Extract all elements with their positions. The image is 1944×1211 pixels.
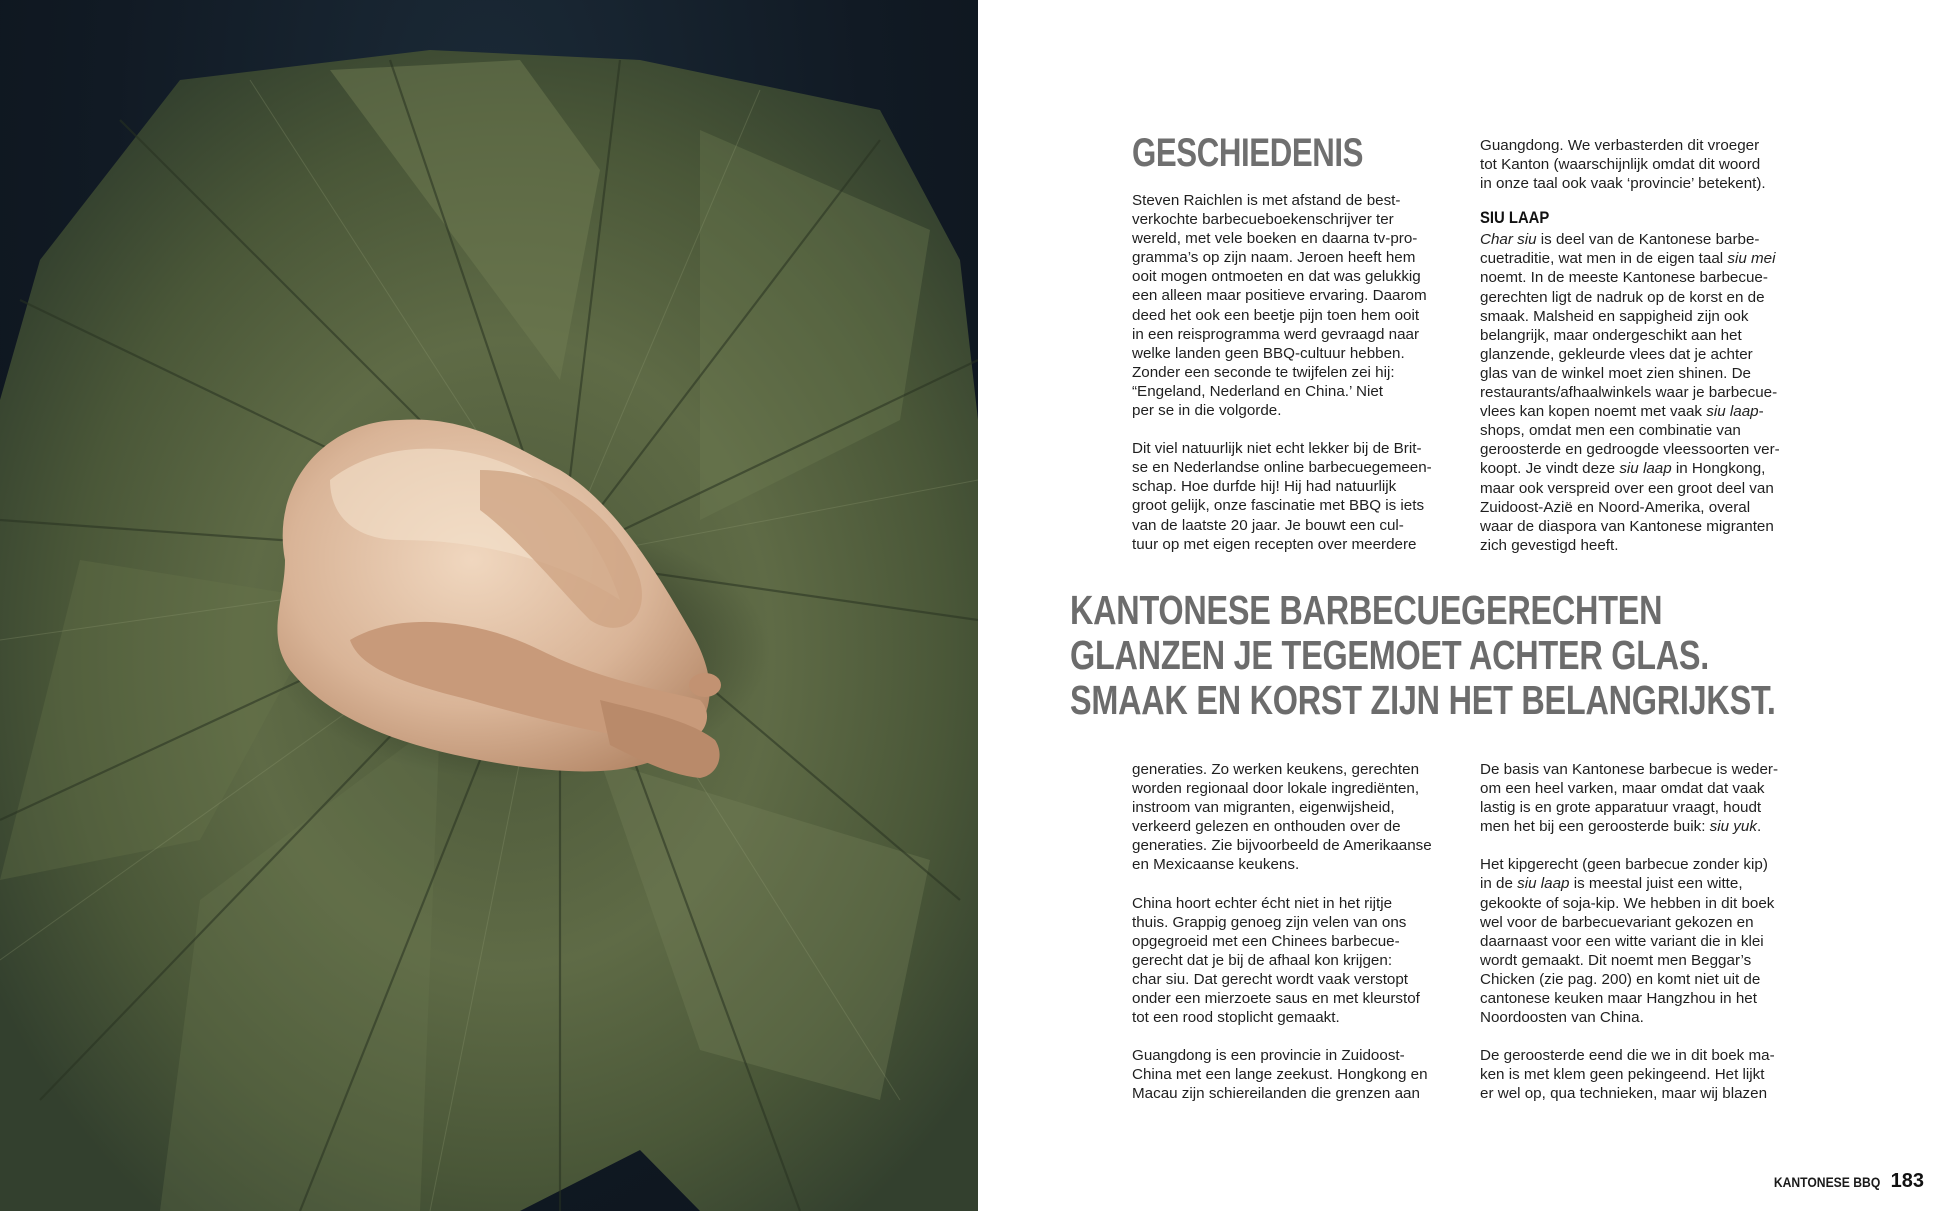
italic-term: siu yuk bbox=[1709, 818, 1757, 836]
italic-term: siu laap bbox=[1706, 403, 1759, 421]
column-left-bottom bbox=[1132, 760, 1457, 1104]
paragraph: Steven Raichlen is met afstand de best- verkochte barbecueboekenschrijver ter wereld, met vele boeken en daarna tv-pro- gramma’s op zijn naam. Jeroen heeft hem ooit mogen ontmoeten en dat was gelukkig een alleen maar positieve ervaring. Daarom deed het ook een beetje pijn toen hem ooit in een reisprogramma werd gevraagd naar welke landen geen BBQ-cultuur hebben. Zonder een seconde te twijfelen zei hij: “Engeland, Nederland en China.’ Niet per se in die volgorde. bbox=[1132, 192, 1427, 420]
italic-term: Char siu bbox=[1480, 231, 1537, 249]
paragraph: generaties. Zo werken keukens, gerechten worden regionaal door lokale ingrediënten, instroom van migranten, eigenwijsheid, verkeerd gelezen en onthouden over de generaties. Zie bijvoorbeeld de Amerikaanse en Mexicaanse keukens. bbox=[1132, 761, 1432, 874]
text-run: noemt. In de meeste Kantonese barbecue- gerechten ligt de nadruk op de korst en de smaak. Malsheid en sappigheid zijn ook belangrijk, maar ondergeschikt aan het glanzende, gekleurde vlees dat je achter glas van de winkel moet zien shinen. De restaurants/afhaalwinkels waar je barbecue- vlees kan kopen noemt met vaak bbox=[1480, 269, 1778, 421]
page-footer bbox=[1762, 1170, 1924, 1193]
text-run: - shops, omdat men een combinatie van geroosterde en gedroogde vleessoorten ver- koopt. Je vindt deze bbox=[1480, 403, 1780, 478]
text-run: Het kipgerecht (geen barbecue zonder kip) in de bbox=[1480, 856, 1768, 893]
column-right-top bbox=[1480, 136, 1805, 555]
page-number: 183 bbox=[1890, 1170, 1924, 1192]
text-page bbox=[978, 0, 1944, 1211]
running-footer-label: KANTONESE BBQ bbox=[1774, 1175, 1881, 1190]
text-run: . bbox=[1756, 818, 1762, 836]
italic-term: siu laap bbox=[1619, 460, 1672, 478]
italic-term: siu laap bbox=[1517, 875, 1570, 893]
paragraph: De geroosterde eend die we in dit boek ma- ken is met klem geen pekingeend. Het lijkt er wel op, qua technieken, maar wij blazen bbox=[1480, 1047, 1775, 1103]
text-run: De basis van Kantonese barbecue is weder- om een heel varken, maar omdat dat vaak lastig is en grote apparatuur vraagt, houdt men het bij een geroosterde buik: bbox=[1480, 761, 1779, 836]
column-left-top bbox=[1132, 191, 1457, 554]
paragraph bbox=[1480, 855, 1805, 1027]
italic-term: siu mei bbox=[1727, 250, 1776, 268]
paragraph: Guangdong is een provincie in Zuidoost- China met een lange zeekust. Hongkong en Macau zijn schiereilanden die grenzen aan bbox=[1132, 1047, 1428, 1103]
column-right-bottom bbox=[1480, 760, 1805, 1104]
paragraph bbox=[1480, 760, 1805, 836]
subheading-siu-laap: SIU LAAP bbox=[1480, 209, 1550, 228]
text-run: is deel van de Kantonese barbe- cuetraditie, wat men in de eigen taal bbox=[1480, 231, 1760, 268]
paragraph: China hoort echter écht niet in het rijtje thuis. Grappig genoeg zijn velen van ons opgegroeid met een Chinees barbecue- gerecht dat je bij de afhaal kon krijgen: char siu. Dat gerecht wordt vaak verstopt onder een mierzoete saus en met kleurstof tot een rood stoplicht gemaakt. bbox=[1132, 894, 1420, 1027]
paragraph: Dit viel natuurlijk niet echt lekker bij de Brit- se en Nederlandse online barbecuegemeen- schap. Hoe durfde hij! Hij had natuurlijk groot gelijk, onze fascinatie met BBQ is iets van de laatste 20 jaar. Je bouwt een cul- tuur op met eigen recepten over meerdere bbox=[1132, 440, 1432, 553]
text-run: is meestal juist een witte, gekookte of soja-kip. We hebben in dit boek wel voor de barbecuevariant gekozen en daarnaast voor een witte variant die in klei wordt gemaakt. Dit noemt men Beggar’s Chicken (zie pag. 200) en komt niet uit de cantonese keuken maar Hangzhou in het Noordoosten van China. bbox=[1480, 875, 1775, 1027]
pull-quote: KANTONESE BARBECUEGERECHTEN GLANZEN JE TEGEMOET ACHTER GLAS. SMAAK EN KORST ZIJN HET BELANGRIJKST. bbox=[1070, 587, 1776, 723]
paragraph-siu-laap bbox=[1480, 230, 1805, 555]
paragraph: Guangdong. We verbasterden dit vroeger tot Kanton (waarschijnlijk omdat dit woord in onze taal ook vaak ‘provincie’ betekent). bbox=[1480, 137, 1766, 193]
section-heading: GESCHIEDENIS bbox=[1132, 131, 1364, 175]
text-run: in Hongkong, maar ook verspreid over een groot deel van Zuidoost-Azië en Noord-Amerika, overal waar de diaspora van Kantonese migranten zich gevestigd heeft. bbox=[1480, 460, 1774, 554]
